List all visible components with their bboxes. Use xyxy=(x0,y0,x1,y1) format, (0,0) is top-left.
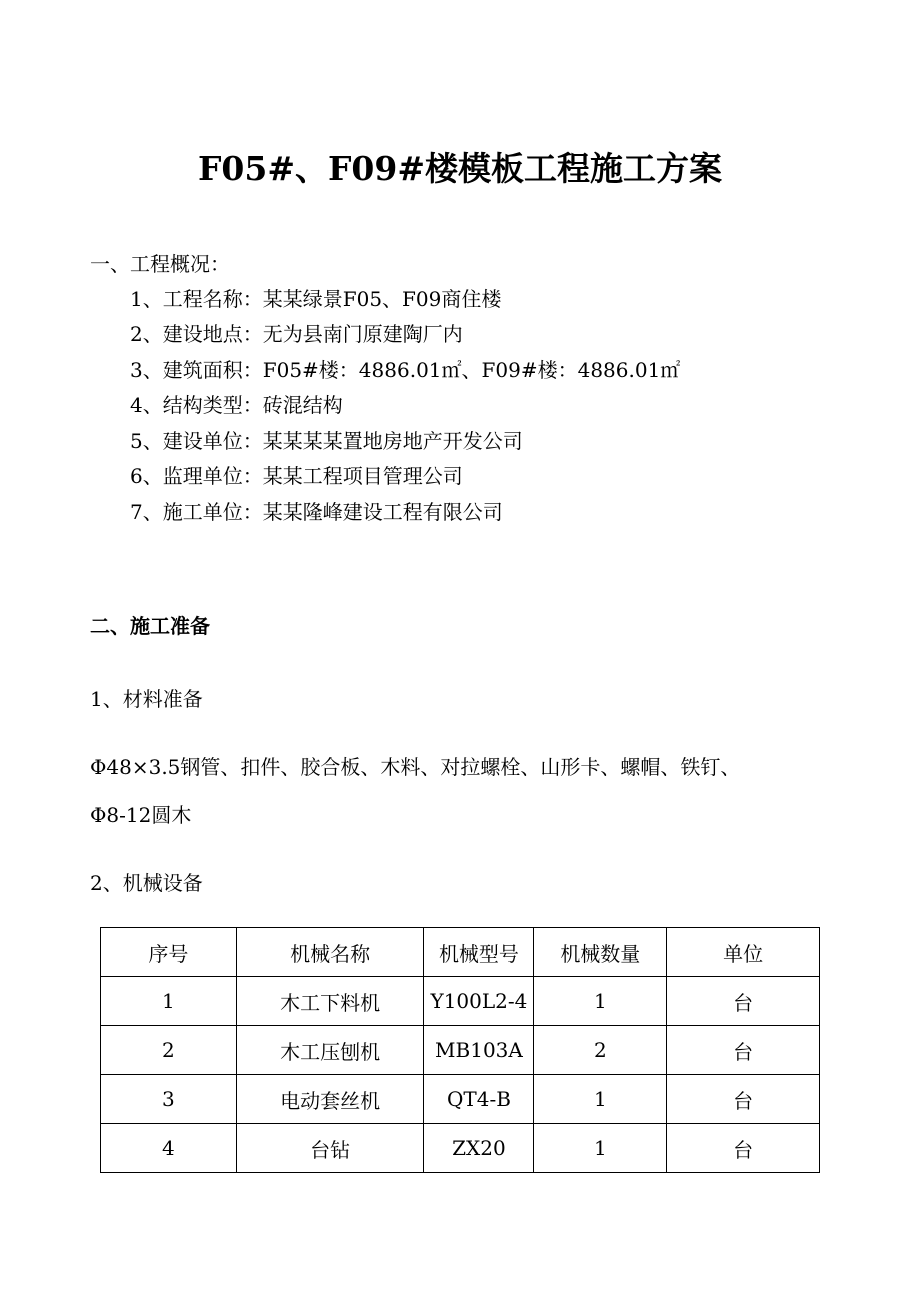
table-cell: 台 xyxy=(667,1075,820,1124)
table-header-cell: 机械名称 xyxy=(236,928,424,977)
overview-item-structure: 4、结构类型：砖混结构 xyxy=(130,393,343,417)
table-cell: Y100L2-4 xyxy=(424,977,534,1026)
table-cell: 1 xyxy=(534,1075,667,1124)
table-cell: 4 xyxy=(101,1124,237,1173)
table-cell: 1 xyxy=(101,977,237,1026)
table-cell: 电动套丝机 xyxy=(236,1075,424,1124)
overview-item-supervisor: 6、监理单位：某某工程项目管理公司 xyxy=(130,464,463,488)
materials-text-line-1: Φ48×3.5钢管、扣件、胶合板、木料、对拉螺栓、山形卡、螺帽、铁钉、 xyxy=(90,755,741,779)
table-row xyxy=(101,1026,820,1075)
overview-item-location: 2、建设地点：无为县南门原建陶厂内 xyxy=(130,322,463,346)
table-cell: 2 xyxy=(534,1026,667,1075)
subsection-heading-materials: 1、材料准备 xyxy=(90,687,203,711)
table-row xyxy=(101,977,820,1026)
table-cell: 台 xyxy=(667,1124,820,1173)
overview-item-project-name: 1、工程名称：某某绿景F05、F09商住楼 xyxy=(130,287,502,311)
table-cell: 1 xyxy=(534,1124,667,1173)
table-row xyxy=(101,1124,820,1173)
table-header-cell: 机械数量 xyxy=(534,928,667,977)
section-heading-preparation: 二、施工准备 xyxy=(90,614,210,638)
materials-text-line-2: Φ8-12圆木 xyxy=(90,803,192,827)
table-cell: 台 xyxy=(667,1026,820,1075)
table-header-row xyxy=(101,928,820,977)
table-header-cell: 机械型号 xyxy=(424,928,534,977)
overview-item-developer: 5、建设单位：某某某某置地房地产开发公司 xyxy=(130,429,523,453)
overview-item-contractor: 7、施工单位：某某隆峰建设工程有限公司 xyxy=(130,500,503,524)
table-row xyxy=(101,1075,820,1124)
table-cell: 1 xyxy=(534,977,667,1026)
table-cell: 台 xyxy=(667,977,820,1026)
table-header-cell: 序号 xyxy=(101,928,237,977)
table-cell: QT4-B xyxy=(424,1075,534,1124)
table-cell: 木工下料机 xyxy=(236,977,424,1026)
table-cell: 3 xyxy=(101,1075,237,1124)
table-cell: 木工压刨机 xyxy=(236,1026,424,1075)
table-cell: ZX20 xyxy=(424,1124,534,1173)
table-header-cell: 单位 xyxy=(667,928,820,977)
machinery-table xyxy=(100,927,820,1173)
table-cell: MB103A xyxy=(424,1026,534,1075)
section-heading-overview: 一、工程概况： xyxy=(90,252,230,276)
table-cell: 2 xyxy=(101,1026,237,1075)
table-cell: 台钻 xyxy=(236,1124,424,1173)
overview-item-area: 3、建筑面积：F05#楼：4886.01㎡、F09#楼：4886.01㎡ xyxy=(130,358,681,382)
page-title: F05#、F09#楼模板工程施工方案 xyxy=(197,149,722,188)
subsection-heading-machinery: 2、机械设备 xyxy=(90,871,203,895)
